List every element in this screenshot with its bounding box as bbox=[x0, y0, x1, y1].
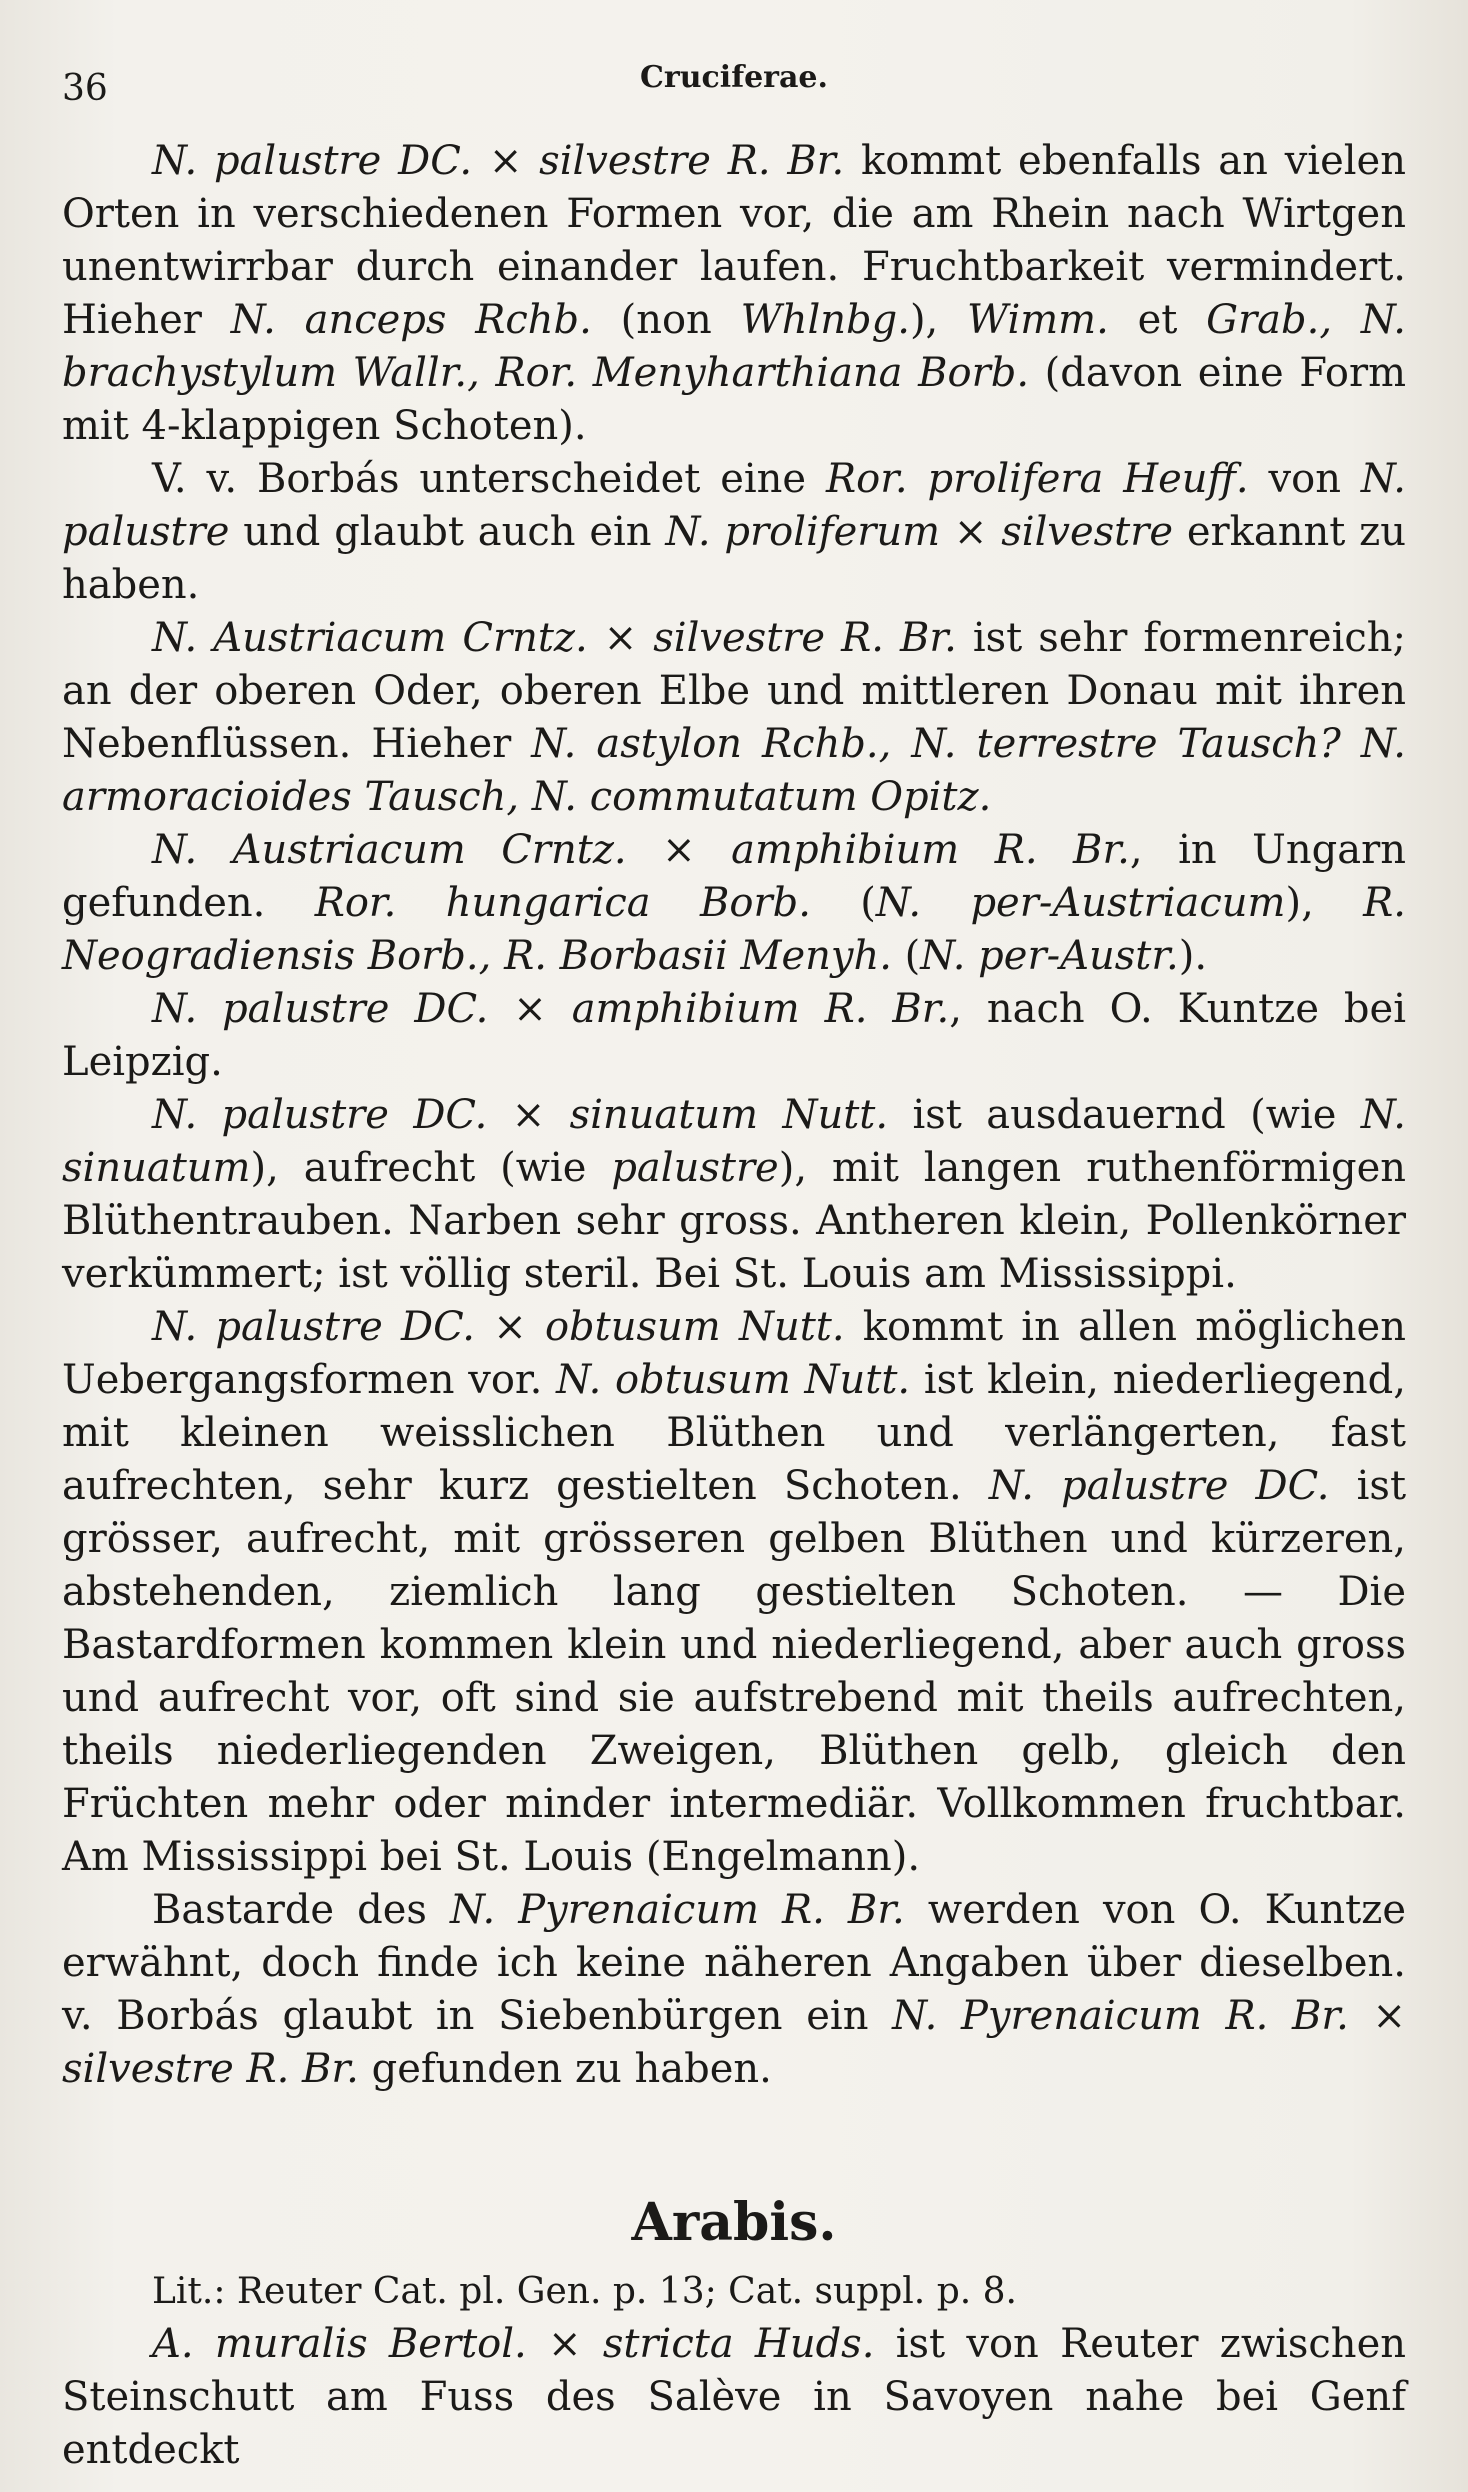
paragraph bbox=[62, 612, 1406, 824]
paragraph bbox=[62, 1884, 1406, 2096]
paragraph bbox=[62, 824, 1406, 983]
section-title: Arabis. bbox=[631, 2192, 837, 2253]
page-body bbox=[62, 135, 1406, 2477]
paragraph bbox=[62, 2318, 1406, 2477]
text-run: , in Ungarn gefunden. bbox=[62, 827, 1406, 926]
italic-run: N. obtusum Nutt. bbox=[556, 1357, 911, 1403]
text-run: ), bbox=[909, 297, 968, 343]
literature-line: Lit.: Reuter Cat. pl. Gen. p. 13; Cat. suppl. p. 8. bbox=[152, 2271, 1017, 2312]
italic-run: A. muralis Bertol. × stricta Huds. bbox=[152, 2321, 875, 2367]
text-run: (non bbox=[591, 297, 741, 343]
italic-run: N. per-Austr. bbox=[920, 933, 1179, 979]
text-run: ist von Reuter zwischen Steinschutt am Fuss des Salève in Savoyen nahe bei Genf entdeckt bbox=[62, 2321, 1407, 2473]
text-run: , nach O. Kuntze bei Leipzig. bbox=[62, 986, 1406, 1085]
text-run: ( bbox=[810, 880, 876, 926]
text-run: ist klein, niederliegend, mit kleinen weisslichen Blüthen und verlängerten, fast aufrechten, sehr kurz gestielten Schoten. bbox=[62, 1357, 1406, 1509]
italic-run: N. palustre DC. bbox=[988, 1463, 1330, 1509]
text-run: erkannt zu haben. bbox=[62, 509, 1407, 608]
text-run: kommt ebenfalls an vielen Orten in verschiedenen Formen vor, die am Rhein nach Wirtgen unentwirrbar durch einander laufen. Fruchtbarkeit vermindert. Hieher bbox=[62, 138, 1406, 343]
text-run: ist sehr formenreich; an der oberen Oder, oberen Elbe und mittleren Donau mit ihren Nebenflüssen. Hieher bbox=[62, 615, 1407, 767]
text-run: kommt in allen möglichen Uebergangsformen vor. bbox=[62, 1304, 1406, 1403]
paragraph-list bbox=[62, 135, 1406, 2096]
italic-run: R. Neogradiensis Borb., R. Borbasii Menyh. bbox=[62, 880, 1407, 979]
section-paragraph-list bbox=[62, 2318, 1406, 2477]
page-header bbox=[62, 60, 1406, 120]
italic-run: Ror. hungarica Borb. bbox=[314, 880, 811, 926]
italic-run: N. palustre DC. × obtusum Nutt. bbox=[152, 1304, 845, 1350]
italic-run: palustre bbox=[611, 1145, 779, 1191]
text-run: ), mit langen ruthenförmigen Blüthentrauben. Narben sehr gross. Antheren klein, Pollenkörner verkümmert; ist völlig steril. Bei St. Louis am Mississippi. bbox=[62, 1145, 1406, 1297]
text-run: von bbox=[1248, 456, 1361, 502]
text-run: ist grösser, aufrecht, mit grösseren gelben Blüthen und kürzeren, abstehenden, ziemlich lang gestielten Schoten. — Die Bastardformen kommen klein und niederliegend, aber auch gross und aufrecht vor, oft sind sie aufstrebend mit theils aufrechten, theils niederliegenden Zweigen, Blüthen gelb, gleich den Früchten mehr oder minder intermediär. Vollkommen fruchtbar. Am Mississippi bei St. Louis (Engelmann). bbox=[62, 1463, 1407, 1880]
text-run: ist ausdauernd (wie bbox=[888, 1092, 1361, 1138]
italic-run: Whlnbg. bbox=[740, 297, 910, 343]
italic-run: N. palustre DC. × sinuatum Nutt. bbox=[152, 1092, 889, 1138]
paragraph bbox=[62, 1089, 1406, 1301]
italic-run: Grab., N. brachystylum Wallr., Ror. Menyharthiana Borb. bbox=[62, 297, 1406, 396]
italic-run: N. astylon Rchb., N. terrestre Tausch? N. armoracioides Tausch, N. commutatum Opitz. bbox=[62, 721, 1406, 820]
text-run: Bastarde des bbox=[152, 1887, 450, 1933]
text-run: ), aufrecht (wie bbox=[250, 1145, 612, 1191]
text-run: ( bbox=[891, 933, 921, 979]
paragraph bbox=[62, 1301, 1406, 1884]
italic-run: N. Pyrenaicum R. Br. × silvestre R. Br. bbox=[62, 1993, 1407, 2092]
running-head: Cruciferae. bbox=[640, 60, 828, 95]
italic-run: N. Austriacum Crntz. × silvestre R. Br. bbox=[152, 615, 957, 661]
text-run: werden von O. Kuntze erwähnt, doch finde ich keine näheren Angaben über dieselben. v. Borbás glaubt in Siebenbürgen ein bbox=[62, 1887, 1406, 2039]
italic-run: N. Pyrenaicum R. Br. bbox=[450, 1887, 905, 1933]
italic-run: N. sinuatum bbox=[62, 1092, 1407, 1191]
paragraph bbox=[62, 453, 1406, 612]
text-run: (davon eine Form mit 4-klappigen Schoten). bbox=[62, 350, 1406, 449]
italic-run: N. palustre DC. × silvestre R. Br. bbox=[152, 138, 845, 184]
italic-run: Ror. prolifera Heuff. bbox=[826, 456, 1249, 502]
italic-run: N. palustre DC. × amphibium R. Br. bbox=[152, 986, 950, 1032]
page-number: 36 bbox=[62, 68, 108, 109]
paragraph bbox=[62, 135, 1406, 453]
text-run: V. v. Borbás unterscheidet eine bbox=[152, 456, 826, 502]
text-run: ), bbox=[1285, 880, 1364, 926]
italic-run: N. per-Austriacum bbox=[875, 880, 1286, 926]
text-run: et bbox=[1108, 297, 1207, 343]
italic-run: Wimm. bbox=[967, 297, 1109, 343]
paragraph bbox=[62, 983, 1406, 1089]
italic-run: N. palustre bbox=[62, 456, 1407, 555]
text-run: gefunden zu haben. bbox=[358, 2046, 772, 2092]
italic-run: N. Austriacum Crntz. × amphibium R. Br. bbox=[152, 827, 1130, 873]
text-run: und glaubt auch ein bbox=[229, 509, 666, 555]
italic-run: N. proliferum × silvestre bbox=[665, 509, 1174, 555]
text-run: ). bbox=[1178, 933, 1208, 979]
italic-run: N. anceps Rchb. bbox=[230, 297, 592, 343]
